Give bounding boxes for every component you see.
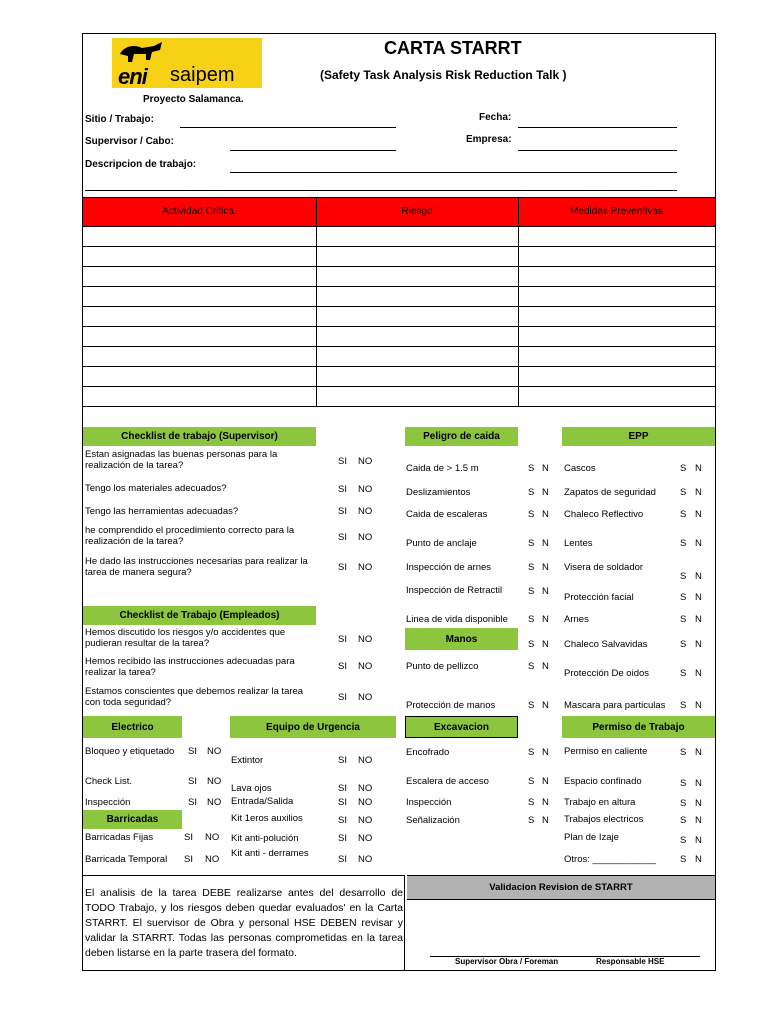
supervisor-signature-label: Supervisor Obra / Foreman (455, 957, 559, 966)
saipem-wordmark: saipem (170, 64, 235, 86)
permiso-item: Plan de Izaje (564, 832, 619, 843)
epp-title: EPP (562, 427, 715, 446)
barricadas-item: Barricadas Fijas (85, 832, 154, 843)
si-option[interactable]: SI (188, 797, 197, 808)
peligro-item: Punto de anclaje (406, 538, 477, 549)
n-option[interactable]: N (542, 463, 549, 474)
permiso-item: Trabajo en altura (564, 797, 636, 808)
table-line (83, 386, 715, 387)
cs-item: He dado las instrucciones necesarias para realizar la tarea de manera segura? (85, 556, 308, 578)
table-line (83, 226, 715, 227)
s-option[interactable]: S (680, 815, 687, 826)
peligro-item: Linea de vida disponible (406, 614, 508, 625)
n-option[interactable]: N (695, 854, 702, 865)
no-option[interactable]: NO (358, 456, 373, 467)
n-option[interactable]: N (542, 747, 549, 758)
excavacion-item: Señalización (406, 815, 460, 826)
permiso-title: Permiso de Trabajo (562, 716, 715, 738)
n-option[interactable]: N (695, 668, 702, 679)
si-option[interactable]: SI (338, 532, 347, 543)
header-medidas: Medidas Preventivas (570, 205, 663, 217)
no-option[interactable]: NO (205, 832, 220, 843)
n-option[interactable]: N (542, 586, 549, 597)
electrico-title: Electrico (83, 716, 182, 738)
epp-item: Visera de soldador (564, 562, 644, 573)
n-option[interactable]: N (542, 538, 549, 549)
peligro-item: Caida de > 1.5 m (406, 463, 479, 474)
table-col-line (316, 197, 317, 406)
barricadas-title: Barricadas (83, 810, 182, 829)
excavacion-item: Encofrado (406, 747, 450, 758)
table-line (83, 366, 715, 367)
s-option[interactable]: S (680, 798, 687, 809)
footer-note: El analisis de la tarea DEBE realizarse antes del desarrollo de TODO Trabajo, y los riesgos deben quedar evaluados' en la Carta STARRT. El suervisor de Obra y personal HSE DEBEN revisar y validar la STARRT. Todas las personas comprometidas en la tarea deben listarse en la parte trasera del formato. (85, 887, 403, 959)
epp-item: Chaleco Reflectivo (564, 509, 644, 520)
empresa-label: Empresa: (466, 134, 512, 145)
eni-wordmark: eni (118, 64, 147, 89)
urgencia-item: Kit anti-polución (231, 833, 299, 844)
n-option[interactable]: N (542, 776, 549, 787)
n-option[interactable]: N (695, 487, 702, 498)
urgencia-item: Kit anti - derrames (231, 848, 309, 859)
permiso-item: Otros: ____________ (564, 854, 656, 865)
s-option[interactable]: S (528, 509, 535, 520)
n-option[interactable]: N (695, 592, 702, 603)
epp-item: Arnes (564, 614, 589, 625)
si-option[interactable]: SI (338, 755, 347, 766)
table-line (83, 406, 715, 407)
no-option[interactable]: NO (358, 854, 373, 865)
no-option[interactable]: NO (358, 634, 373, 645)
no-option[interactable]: NO (358, 692, 373, 703)
peligro-item: Inspección de arnes (406, 562, 492, 573)
n-option[interactable]: N (695, 700, 702, 711)
descripcion-input-2[interactable] (85, 190, 677, 191)
urgencia-title: Equipo de Urgencia (230, 716, 396, 738)
hse-signature-label: Responsable HSE (596, 957, 665, 966)
si-option[interactable]: SI (184, 832, 193, 843)
electrico-item: Check List. (85, 776, 132, 787)
permiso-item: Permiso en caliente (564, 746, 648, 757)
validacion-title: Validacion Revision de STARRT (407, 875, 715, 900)
no-option[interactable]: NO (207, 746, 222, 757)
si-option[interactable]: SI (338, 783, 347, 794)
excavacion-item: Inspección (406, 797, 452, 808)
urgencia-item: Entrada/Salida (231, 796, 294, 807)
no-option[interactable]: NO (207, 776, 222, 787)
manos-item: Protección de manos (406, 700, 496, 711)
s-option[interactable]: S (528, 538, 535, 549)
electrico-item: Inspección (85, 797, 131, 808)
ce-item: Estamos conscientes que debemos realizar la tarea con toda seguridad? (85, 686, 304, 708)
si-option[interactable]: SI (338, 854, 347, 865)
excavacion-item: Escalera de acceso (406, 776, 489, 787)
s-option[interactable]: S (680, 571, 687, 582)
table-line (83, 286, 715, 287)
fecha-input[interactable] (518, 127, 677, 128)
no-option[interactable]: NO (358, 783, 373, 794)
epp-item: Protección facial (564, 592, 634, 603)
s-option[interactable]: S (528, 815, 535, 826)
s-option[interactable]: S (680, 747, 687, 758)
epp-item: Protección De oidos (564, 668, 650, 679)
n-option[interactable]: N (542, 639, 549, 650)
si-option[interactable]: SI (338, 634, 347, 645)
starrt-form (82, 33, 716, 971)
table-line (83, 266, 715, 267)
epp-item: Zapatos de seguridad (564, 487, 656, 498)
s-option[interactable]: S (528, 639, 535, 650)
urgencia-item: Extintor (231, 755, 264, 766)
no-option[interactable]: NO (207, 797, 222, 808)
si-option[interactable]: SI (338, 562, 347, 573)
s-option[interactable]: S (680, 538, 687, 549)
no-option[interactable]: NO (358, 661, 373, 672)
s-option[interactable]: S (528, 747, 535, 758)
si-option[interactable]: SI (188, 776, 197, 787)
n-option[interactable]: N (542, 797, 549, 808)
urgencia-item: Kit 1eros auxilios (231, 813, 303, 824)
s-option[interactable]: S (528, 700, 535, 711)
n-option[interactable]: N (542, 509, 549, 520)
n-option[interactable]: N (542, 661, 549, 672)
no-option[interactable]: NO (358, 484, 373, 495)
checklist-empleados-title: Checklist de Trabajo (Empleados) (83, 606, 316, 625)
epp-item: Chaleco Salvavidas (564, 639, 648, 650)
ce-item: Hemos recibido las instrucciones adecuadas para realizar la tarea? (85, 656, 295, 678)
n-option[interactable]: N (695, 778, 702, 789)
s-option[interactable]: S (528, 797, 535, 808)
si-option[interactable]: SI (338, 456, 347, 467)
descripcion-label: Descripcion de trabajo: (85, 159, 197, 170)
permiso-item: Trabajos electricos (564, 814, 644, 825)
s-option[interactable]: S (528, 487, 535, 498)
si-option[interactable]: SI (184, 854, 193, 865)
table-col-line (518, 197, 519, 406)
n-option[interactable]: N (695, 747, 702, 758)
s-option[interactable]: S (680, 592, 687, 603)
s-option[interactable]: S (528, 614, 535, 625)
no-option[interactable]: NO (358, 532, 373, 543)
dog-logo-icon (116, 40, 166, 66)
s-option[interactable]: S (528, 586, 535, 597)
si-option[interactable]: SI (338, 692, 347, 703)
s-option[interactable]: S (680, 854, 687, 865)
s-option[interactable]: S (680, 668, 687, 679)
n-option[interactable]: N (695, 614, 702, 625)
s-option[interactable]: S (680, 487, 687, 498)
si-option[interactable]: SI (338, 815, 347, 826)
cs-item: he comprendido el procedimiento correcto para la realización de la tarea? (85, 525, 295, 547)
manos-title: Manos (405, 628, 518, 650)
table-line (83, 326, 715, 327)
si-option[interactable]: SI (338, 833, 347, 844)
si-option[interactable]: SI (338, 797, 347, 808)
n-option[interactable]: N (695, 798, 702, 809)
n-option[interactable]: N (542, 562, 549, 573)
s-option[interactable]: S (680, 463, 687, 474)
company-logo (112, 38, 262, 88)
urgencia-item: Lava ojos (231, 783, 272, 794)
s-option[interactable]: S (528, 776, 535, 787)
barricadas-item: Barricada Temporal (85, 854, 168, 865)
si-option[interactable]: SI (188, 746, 197, 757)
peligro-item: Deslizamientos (406, 487, 471, 498)
si-option[interactable]: SI (338, 506, 347, 517)
peligro-item: Caida de escaleras (406, 509, 488, 520)
project-name: Proyecto Salamanca. (143, 94, 244, 105)
s-option[interactable]: S (680, 700, 687, 711)
cs-item: Estan asignadas las buenas personas para la realización de la tarea? (85, 449, 278, 471)
s-option[interactable]: S (680, 639, 687, 650)
sitio-input[interactable] (180, 127, 396, 128)
no-option[interactable]: NO (358, 506, 373, 517)
excavacion-title: Excavacion (405, 716, 518, 738)
table-line (83, 306, 715, 307)
peligro-title: Peligro de caida (405, 427, 518, 446)
header-riesgo: Riesgo (401, 205, 433, 217)
n-option[interactable]: N (695, 509, 702, 520)
s-option[interactable]: S (680, 835, 687, 846)
permiso-item: Espacio confinado (564, 776, 642, 787)
no-option[interactable]: NO (358, 755, 373, 766)
fecha-label: Fecha: (479, 112, 512, 123)
supervisor-input[interactable] (230, 150, 396, 151)
epp-item: Cascos (564, 463, 596, 474)
s-option[interactable]: S (528, 463, 535, 474)
n-option[interactable]: N (695, 538, 702, 549)
sitio-label: Sitio / Trabajo: (85, 114, 154, 125)
s-option[interactable]: S (528, 661, 535, 672)
epp-item: Lentes (564, 538, 593, 549)
electrico-item: Bloqueo y etiquetado (85, 746, 175, 757)
cs-item: Tengo las herramientas adecuadas? (85, 506, 239, 517)
s-option[interactable]: S (680, 614, 687, 625)
cs-item: Tengo los materiales adecuados? (85, 483, 227, 494)
epp-item: Mascara para particulas (564, 700, 666, 711)
no-option[interactable]: NO (358, 815, 373, 826)
page-subtitle: (Safety Task Analysis Risk Reduction Talk ) (320, 68, 567, 82)
n-option[interactable]: N (695, 815, 702, 826)
si-option[interactable]: SI (338, 661, 347, 672)
table-line (83, 346, 715, 347)
n-option[interactable]: N (542, 815, 549, 826)
descripcion-input[interactable] (230, 172, 677, 173)
table-line (83, 197, 715, 198)
supervisor-label: Supervisor / Cabo: (85, 136, 174, 147)
empresa-input[interactable] (518, 150, 677, 151)
no-option[interactable]: NO (205, 854, 220, 865)
n-option[interactable]: N (542, 700, 549, 711)
peligro-item: Inspección de Retractil (406, 585, 503, 596)
n-option[interactable]: N (695, 835, 702, 846)
n-option[interactable]: N (542, 487, 549, 498)
no-option[interactable]: NO (358, 562, 373, 573)
s-option[interactable]: S (528, 562, 535, 573)
s-option[interactable]: S (680, 509, 687, 520)
n-option[interactable]: N (695, 571, 702, 582)
s-option[interactable]: S (680, 778, 687, 789)
table-line (83, 246, 715, 247)
checklist-supervisor-title: Checklist de trabajo (Supervisor) (83, 427, 316, 446)
n-option[interactable]: N (695, 639, 702, 650)
ce-item: Hemos discutido los riesgos y/o accidentes que pudieran resultar de la tarea? (85, 627, 286, 649)
page-title: CARTA STARRT (384, 38, 522, 58)
si-option[interactable]: SI (338, 484, 347, 495)
header-actividad: Actividad Critica. (162, 205, 237, 217)
manos-item: Punto de pellizco (406, 661, 479, 672)
no-option[interactable]: NO (358, 797, 373, 808)
n-option[interactable]: N (695, 463, 702, 474)
n-option[interactable]: N (542, 614, 549, 625)
no-option[interactable]: NO (358, 833, 373, 844)
